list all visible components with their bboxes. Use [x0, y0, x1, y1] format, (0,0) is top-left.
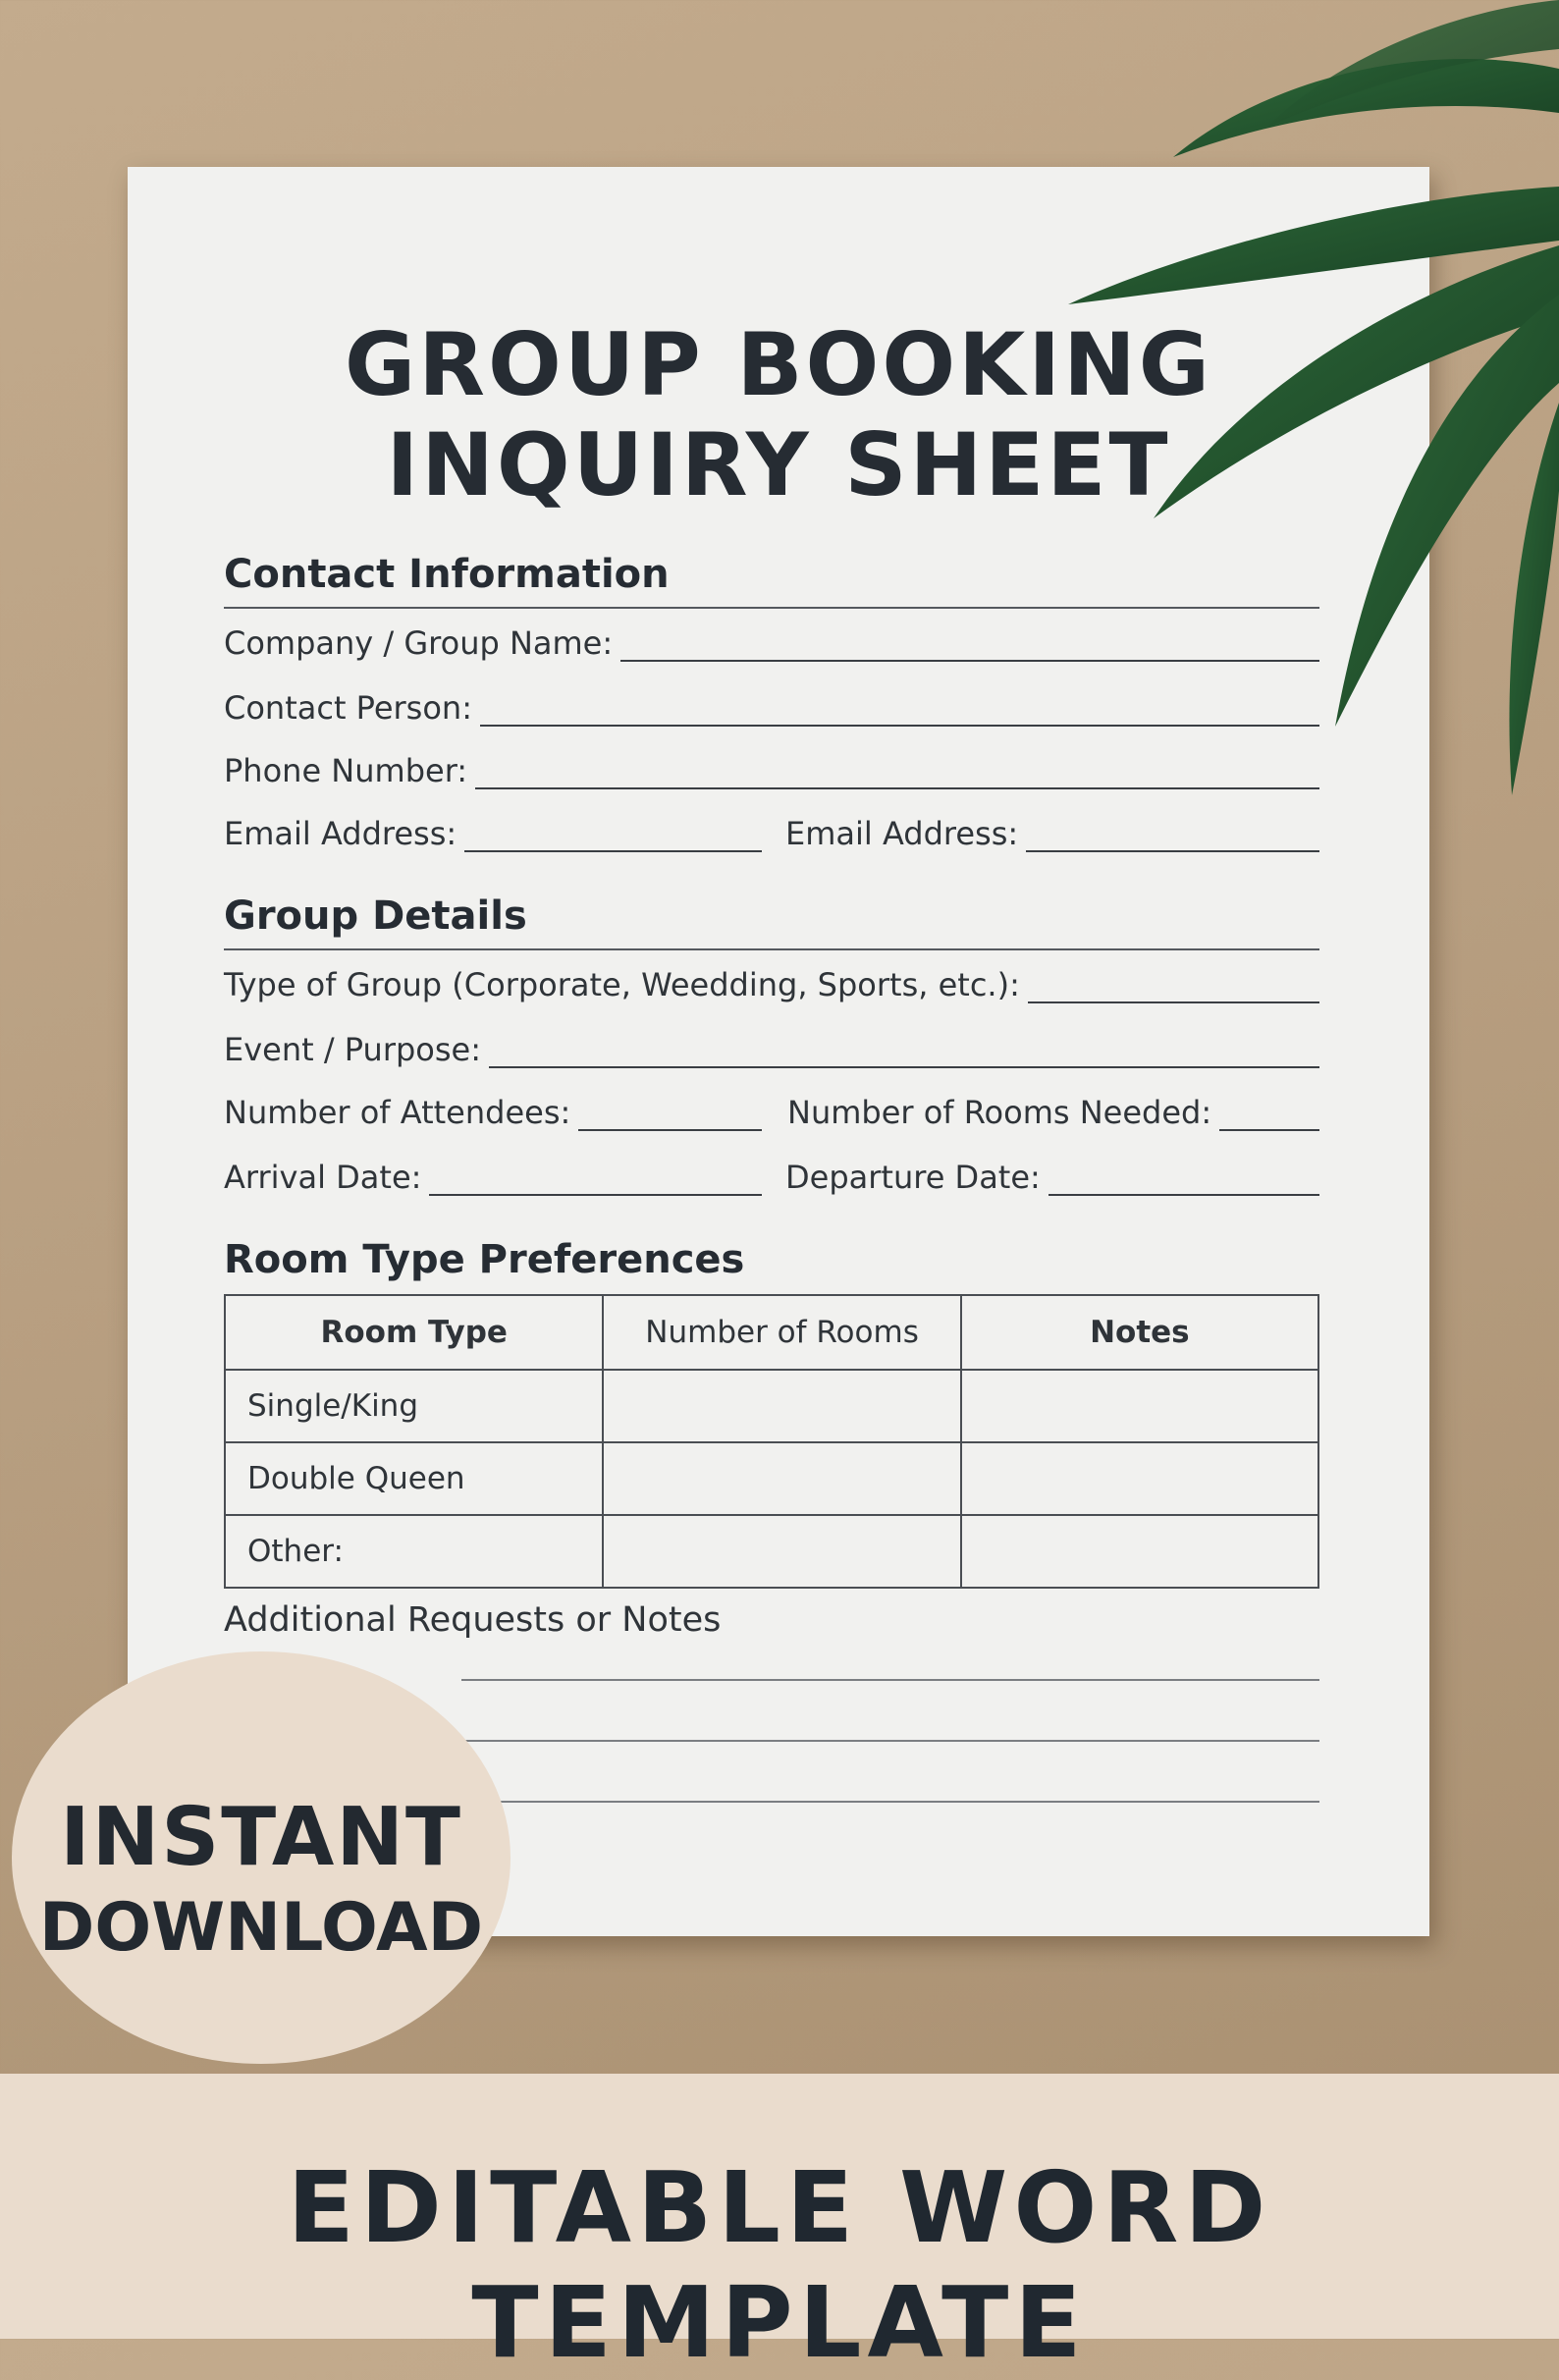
number-of-rooms-cell[interactable] — [603, 1442, 960, 1515]
rooms-needed-field[interactable] — [787, 1094, 1319, 1131]
notes-line-1[interactable] — [461, 1679, 1319, 1681]
phone-number-label: Phone Number: — [224, 752, 468, 789]
section-divider — [224, 948, 1319, 950]
additional-notes-label: Additional Requests or Notes — [224, 1600, 722, 1640]
email-address-label-2: Email Address: — [785, 815, 1019, 852]
notes-line-3[interactable] — [461, 1801, 1319, 1803]
attendees-field[interactable] — [224, 1094, 762, 1131]
group-type-field[interactable] — [224, 966, 1319, 1003]
form-title-line1: GROUP BOOKING — [345, 314, 1212, 415]
rooms-needed-label: Number of Rooms Needed: — [787, 1094, 1212, 1131]
departure-date-input-line[interactable] — [1048, 1161, 1319, 1196]
room-type-table — [224, 1294, 1319, 1589]
departure-date-label: Departure Date: — [785, 1159, 1041, 1196]
arrival-date-input-line[interactable] — [429, 1161, 762, 1196]
table-row — [225, 1442, 1318, 1515]
group-type-input-line[interactable] — [1028, 968, 1319, 1003]
column-header-notes: Notes — [961, 1295, 1318, 1370]
attendees-label: Number of Attendees: — [224, 1094, 571, 1131]
notes-cell[interactable] — [961, 1515, 1318, 1588]
badge-line1: INSTANT — [60, 1791, 462, 1884]
room-type-cell: Single/King — [225, 1370, 603, 1442]
event-purpose-input-line[interactable] — [489, 1033, 1319, 1068]
arrival-date-field[interactable] — [224, 1159, 762, 1196]
group-type-label: Type of Group (Corporate, Weedding, Sports, etc.): — [224, 966, 1020, 1003]
additional-notes-heading — [224, 1600, 1319, 1640]
table-row — [225, 1370, 1318, 1442]
email-address-label-1: Email Address: — [224, 815, 457, 852]
notes-cell[interactable] — [961, 1442, 1318, 1515]
departure-date-field[interactable] — [785, 1159, 1319, 1196]
room-type-cell: Other: — [225, 1515, 603, 1588]
table-row — [225, 1515, 1318, 1588]
number-of-rooms-cell[interactable] — [603, 1370, 960, 1442]
contact-section-heading: Contact Information — [224, 552, 670, 597]
column-header-room-type: Room Type — [225, 1295, 603, 1370]
leaf-shape — [1509, 403, 1559, 795]
palm-leaf-decoration — [0, 0, 1559, 884]
arrival-date-label: Arrival Date: — [224, 1159, 422, 1196]
form-title-line2: INQUIRY SHEET — [386, 414, 1171, 515]
event-purpose-field[interactable] — [224, 1031, 1319, 1068]
contact-person-label: Contact Person: — [224, 689, 472, 727]
group-details-heading: Group Details — [224, 893, 527, 939]
room-type-cell: Double Queen — [225, 1442, 603, 1515]
footer-banner — [0, 2074, 1559, 2380]
footer-text: EDITABLE WORD TEMPLATE — [287, 2150, 1272, 2380]
table-header-row — [225, 1295, 1318, 1370]
attendees-input-line[interactable] — [578, 1096, 762, 1131]
event-purpose-label: Event / Purpose: — [224, 1031, 481, 1068]
instant-download-badge — [12, 1651, 511, 2064]
number-of-rooms-cell[interactable] — [603, 1515, 960, 1588]
badge-line2: DOWNLOAD — [38, 1889, 484, 1967]
notes-cell[interactable] — [961, 1370, 1318, 1442]
company-name-label: Company / Group Name: — [224, 624, 614, 662]
notes-line-2[interactable] — [461, 1740, 1319, 1742]
column-header-number-of-rooms: Number of Rooms — [603, 1295, 960, 1370]
rooms-needed-input-line[interactable] — [1219, 1096, 1319, 1131]
room-preferences-heading: Room Type Preferences — [224, 1237, 745, 1282]
